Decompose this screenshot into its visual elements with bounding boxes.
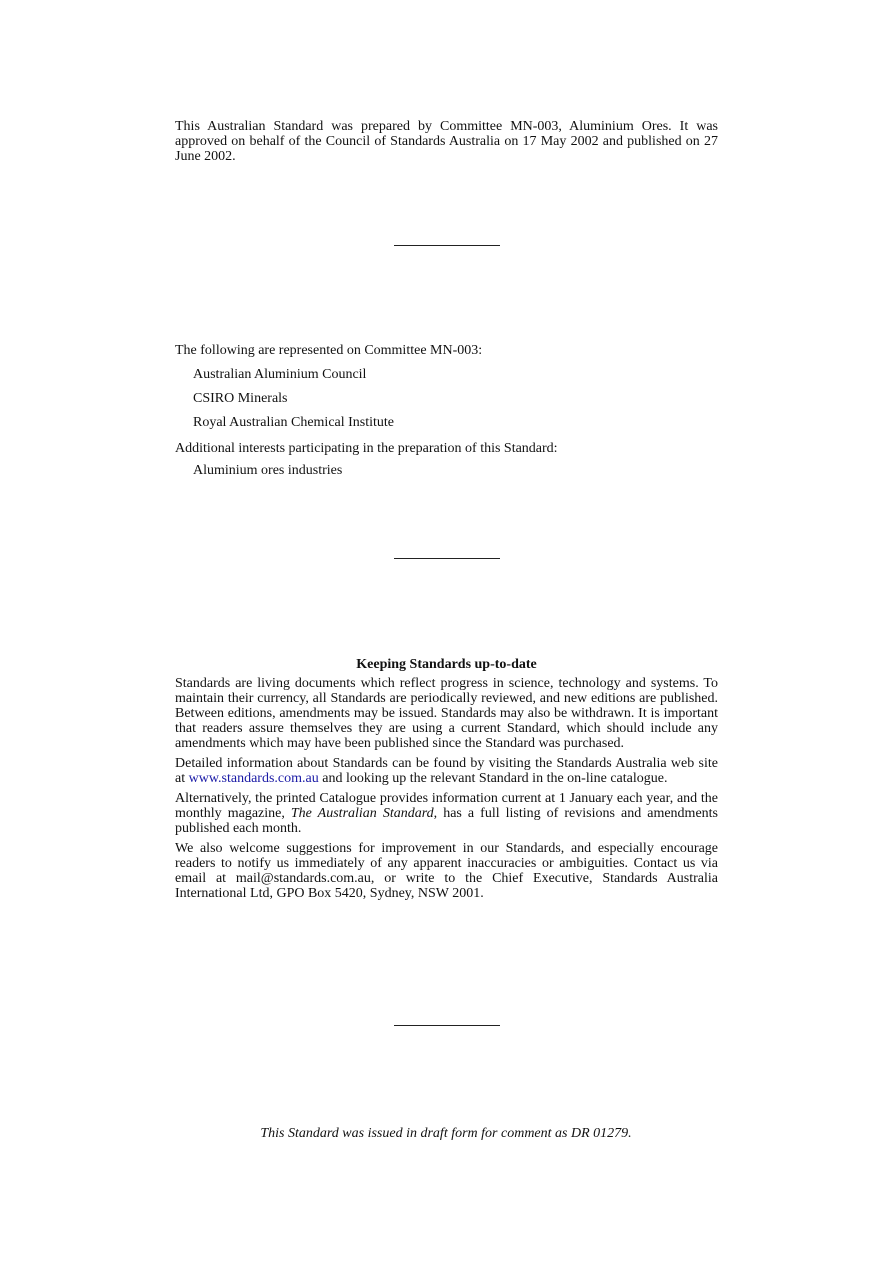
standards-website-link[interactable]: www.standards.com.au [188,771,319,786]
keeping-up-to-date-section [175,657,718,906]
separator-rule [394,1025,500,1026]
paragraph: Standards are living documents which reflect progress in science, technology and systems. To maintain their currency, all Standards are periodically reviewed, and new editions are published. Between editions, amendments may be issued. Standards may also be withdrawn. It is important that readers assure themselves they are using a current Standard, which should include any amendments which may have been published since the Standard was purchased. [175,676,718,751]
section-title: Keeping Standards up-to-date [356,657,537,672]
paragraph-text: Alternatively, the printed Catalogue provides information current at 1 January each year, and the monthly magazine, [175,791,718,821]
paragraph [175,791,718,836]
committee-section [175,343,718,479]
paragraph-text: , has a full listing of revisions and amendments published each month. [175,806,718,836]
draft-note: This Standard was issued in draft form for comment as DR 01279. [260,1126,632,1141]
additional-interest: Aluminium ores industries [193,463,343,478]
paragraph: We also welcome suggestions for improvement in our Standards, and especially encourage readers to notify us immediately of any apparent inaccuracies or ambiguities. Contact us via email at mail@standards.com.au, or write to the Chief Executive, Standards Australia International Ltd, GPO Box 5420, Sydney, NSW 2001. [175,841,718,901]
committee-member: Australian Aluminium Council [193,367,367,382]
paragraph-text: Detailed information about Standards can be found by visiting the Standards Australia web site at [175,756,718,786]
separator-rule [394,558,500,559]
magazine-title: The Australian Standard [290,806,434,821]
committee-member: Royal Australian Chemical Institute [193,415,395,430]
committee-heading: The following are represented on Committee MN-003: [175,343,483,358]
intro-paragraph: This Australian Standard was prepared by Committee MN-003, Aluminium Ores. It was approved on behalf of the Council of Standards Australia on 17 May 2002 and published on 27 June 2002. [175,119,718,164]
additional-interests-heading: Additional interests participating in the preparation of this Standard: [175,441,558,456]
paragraph [175,756,718,786]
separator-rule [394,245,500,246]
paragraph-text: and looking up the relevant Standard in the on-line catalogue. [318,771,668,786]
committee-member: CSIRO Minerals [193,391,288,406]
